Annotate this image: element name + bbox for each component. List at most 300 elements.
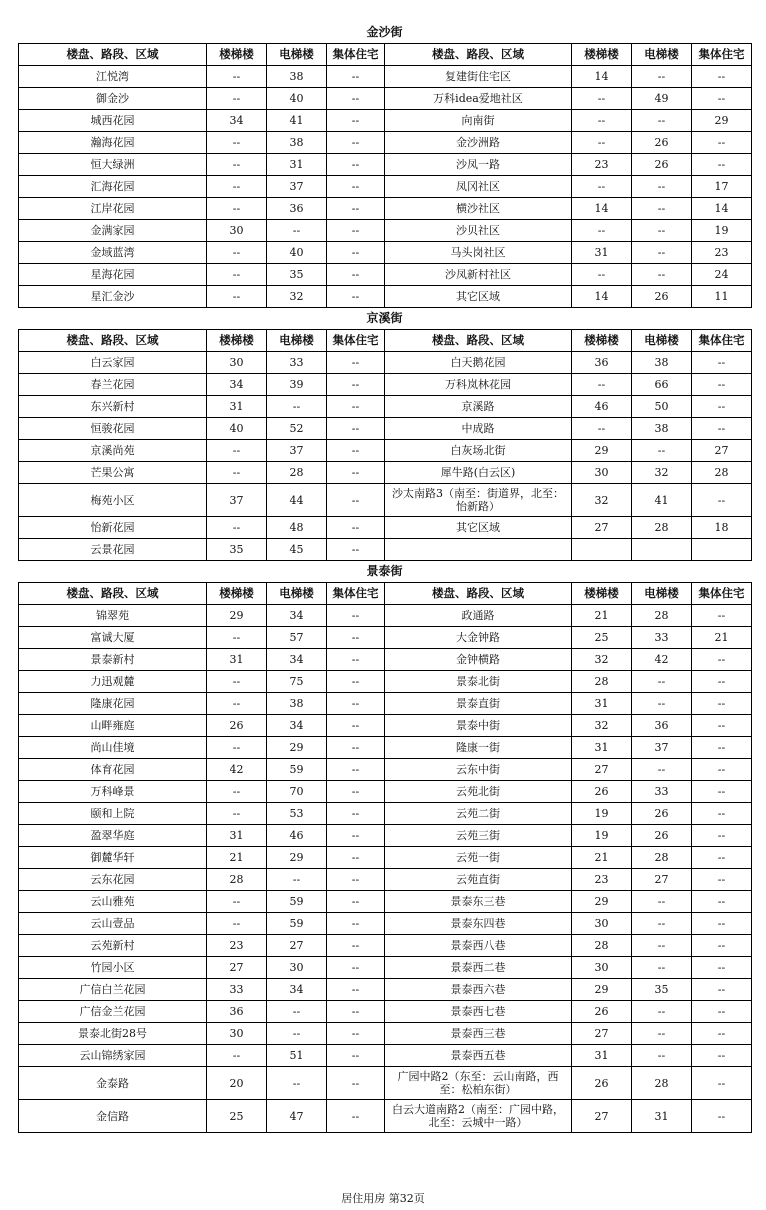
value-cell: 37 — [207, 484, 267, 517]
area-name-cell: 云苑三街 — [385, 825, 572, 847]
section-title: 金沙街 — [366, 25, 403, 39]
value-cell: 27 — [692, 440, 752, 462]
value-cell: -- — [207, 88, 267, 110]
value-cell: 30 — [572, 462, 632, 484]
table-row — [19, 242, 752, 264]
table-row — [19, 605, 752, 627]
value-cell: -- — [327, 418, 385, 440]
area-name-cell: 云山雅苑 — [19, 891, 207, 913]
value-cell: 49 — [632, 88, 692, 110]
value-cell: -- — [207, 803, 267, 825]
value-cell: 21 — [572, 847, 632, 869]
value-cell: 30 — [207, 352, 267, 374]
value-cell: 36 — [267, 198, 327, 220]
value-cell: 38 — [632, 352, 692, 374]
value-cell: -- — [692, 649, 752, 671]
value-cell: 37 — [632, 737, 692, 759]
table-row — [19, 627, 752, 649]
area-name-cell: 云苑北街 — [385, 781, 572, 803]
value-cell: -- — [207, 913, 267, 935]
table-row — [19, 979, 752, 1001]
value-cell: -- — [692, 396, 752, 418]
table-row — [19, 286, 752, 308]
value-cell: -- — [692, 374, 752, 396]
value-cell: 31 — [572, 693, 632, 715]
value-cell: -- — [632, 1045, 692, 1067]
area-name-cell: 万科idea爱地社区 — [385, 88, 572, 110]
value-cell: 41 — [632, 484, 692, 517]
value-cell: -- — [327, 110, 385, 132]
column-header: 电梯楼 — [267, 330, 327, 352]
value-cell: -- — [692, 1100, 752, 1133]
value-cell: 26 — [632, 132, 692, 154]
value-cell: 36 — [632, 715, 692, 737]
value-cell: -- — [327, 847, 385, 869]
value-cell: -- — [327, 671, 385, 693]
value-cell: -- — [327, 825, 385, 847]
value-cell: 36 — [207, 1001, 267, 1023]
value-cell: 26 — [207, 715, 267, 737]
area-name-cell: 金满家园 — [19, 220, 207, 242]
document-page — [18, 22, 751, 1133]
value-cell: 70 — [267, 781, 327, 803]
area-name-cell: 景泰西七巷 — [385, 1001, 572, 1023]
value-cell: -- — [207, 264, 267, 286]
value-cell: -- — [692, 693, 752, 715]
value-cell: 32 — [572, 715, 632, 737]
value-cell: -- — [327, 1100, 385, 1133]
area-name-cell: 景泰东四巷 — [385, 913, 572, 935]
value-cell: -- — [692, 979, 752, 1001]
value-cell: -- — [692, 825, 752, 847]
value-cell: 25 — [572, 627, 632, 649]
value-cell: -- — [327, 957, 385, 979]
value-cell: -- — [632, 1001, 692, 1023]
value-cell: -- — [207, 891, 267, 913]
value-cell: 30 — [572, 913, 632, 935]
value-cell: -- — [327, 715, 385, 737]
value-cell: -- — [207, 66, 267, 88]
table-row — [19, 891, 752, 913]
value-cell: -- — [632, 242, 692, 264]
area-name-cell: 犀牛路(白云区) — [385, 462, 572, 484]
value-cell: -- — [267, 1023, 327, 1045]
table-row — [19, 517, 752, 539]
table-row — [19, 935, 752, 957]
area-name-cell: 御金沙 — [19, 88, 207, 110]
value-cell: -- — [327, 176, 385, 198]
value-cell: -- — [327, 737, 385, 759]
value-cell: 33 — [207, 979, 267, 1001]
value-cell: 14 — [692, 198, 752, 220]
value-cell: -- — [327, 869, 385, 891]
column-header: 楼盘、路段、区域 — [385, 583, 572, 605]
value-cell: 19 — [572, 803, 632, 825]
area-name-cell: 锦翠苑 — [19, 605, 207, 627]
value-cell: -- — [632, 110, 692, 132]
value-cell: 17 — [692, 176, 752, 198]
area-name-cell: 春兰花园 — [19, 374, 207, 396]
value-cell: 41 — [267, 110, 327, 132]
value-cell: -- — [327, 539, 385, 561]
value-cell: -- — [692, 484, 752, 517]
column-header: 集体住宅 — [692, 583, 752, 605]
value-cell: -- — [267, 220, 327, 242]
table-row — [19, 176, 752, 198]
value-cell: 23 — [207, 935, 267, 957]
value-cell: 31 — [207, 396, 267, 418]
value-cell: -- — [207, 242, 267, 264]
area-name-cell: 复建街住宅区 — [385, 66, 572, 88]
table-row — [19, 847, 752, 869]
value-cell: -- — [327, 88, 385, 110]
value-cell: 42 — [632, 649, 692, 671]
table-header-row — [19, 44, 752, 66]
value-cell: -- — [327, 1045, 385, 1067]
table-row — [19, 913, 752, 935]
value-cell: 20 — [207, 1067, 267, 1100]
value-cell: -- — [692, 418, 752, 440]
area-name-cell: 恒大绿洲 — [19, 154, 207, 176]
area-name-cell: 御麓华轩 — [19, 847, 207, 869]
value-cell: 30 — [207, 220, 267, 242]
value-cell: 27 — [572, 517, 632, 539]
column-header: 楼盘、路段、区域 — [19, 583, 207, 605]
area-name-cell: 大金钟路 — [385, 627, 572, 649]
value-cell: -- — [327, 374, 385, 396]
area-name-cell: 体育花园 — [19, 759, 207, 781]
value-cell: -- — [692, 1067, 752, 1100]
value-cell: -- — [632, 440, 692, 462]
area-name-cell: 政通路 — [385, 605, 572, 627]
value-cell: 38 — [632, 418, 692, 440]
value-cell: 23 — [692, 242, 752, 264]
value-cell: 29 — [572, 979, 632, 1001]
area-name-cell: 云景花园 — [19, 539, 207, 561]
value-cell: -- — [692, 1001, 752, 1023]
area-name-cell: 云苑二街 — [385, 803, 572, 825]
area-name-cell: 白云家园 — [19, 352, 207, 374]
column-header: 楼梯楼 — [572, 330, 632, 352]
table-row — [19, 132, 752, 154]
value-cell: 19 — [572, 825, 632, 847]
value-cell: -- — [327, 913, 385, 935]
value-cell: 29 — [572, 440, 632, 462]
value-cell: -- — [572, 418, 632, 440]
value-cell: 26 — [572, 781, 632, 803]
value-cell: 51 — [267, 1045, 327, 1067]
value-cell: -- — [207, 781, 267, 803]
value-cell: -- — [692, 913, 752, 935]
area-name-cell: 竹园小区 — [19, 957, 207, 979]
column-header: 电梯楼 — [632, 583, 692, 605]
value-cell: 42 — [207, 759, 267, 781]
value-cell: 28 — [572, 935, 632, 957]
column-header: 楼梯楼 — [572, 44, 632, 66]
area-name-cell: 景泰中街 — [385, 715, 572, 737]
column-header: 楼梯楼 — [207, 330, 267, 352]
value-cell: 28 — [632, 605, 692, 627]
value-cell: -- — [692, 759, 752, 781]
page-footer: 居住用房 第32页 — [341, 1192, 425, 1205]
value-cell: -- — [327, 517, 385, 539]
value-cell: 47 — [267, 1100, 327, 1133]
area-name-cell: 其它区域 — [385, 517, 572, 539]
column-header: 集体住宅 — [692, 44, 752, 66]
area-name-cell: 盈翠华庭 — [19, 825, 207, 847]
value-cell: 38 — [267, 66, 327, 88]
table-row — [19, 539, 752, 561]
value-cell: -- — [692, 715, 752, 737]
value-cell: -- — [267, 1067, 327, 1100]
section-title: 景泰街 — [366, 564, 403, 578]
value-cell: 34 — [267, 649, 327, 671]
column-header: 电梯楼 — [267, 583, 327, 605]
value-cell: -- — [692, 869, 752, 891]
value-cell: 21 — [207, 847, 267, 869]
area-name-cell: 云山壹品 — [19, 913, 207, 935]
value-cell: 31 — [572, 737, 632, 759]
value-cell: -- — [632, 891, 692, 913]
value-cell: 29 — [267, 847, 327, 869]
table-row — [19, 1067, 752, 1100]
value-cell: -- — [632, 957, 692, 979]
value-cell: -- — [267, 1001, 327, 1023]
value-cell — [692, 539, 752, 561]
column-header: 楼盘、路段、区域 — [385, 330, 572, 352]
value-cell: 14 — [572, 66, 632, 88]
value-cell: -- — [327, 352, 385, 374]
value-cell: 66 — [632, 374, 692, 396]
area-name-cell: 云东中街 — [385, 759, 572, 781]
section-title: 京溪街 — [366, 311, 403, 325]
value-cell: 44 — [267, 484, 327, 517]
value-cell: -- — [327, 891, 385, 913]
table-row — [19, 649, 752, 671]
table-row — [19, 396, 752, 418]
value-cell: 27 — [207, 957, 267, 979]
value-cell: 53 — [267, 803, 327, 825]
area-name-cell: 广信白兰花园 — [19, 979, 207, 1001]
table-row — [19, 1023, 752, 1045]
value-cell: -- — [327, 979, 385, 1001]
area-name-cell: 金域蓝湾 — [19, 242, 207, 264]
district-table — [18, 43, 752, 308]
value-cell: 50 — [632, 396, 692, 418]
value-cell: 32 — [632, 462, 692, 484]
value-cell: -- — [692, 88, 752, 110]
area-name-cell: 景泰西八巷 — [385, 935, 572, 957]
value-cell: -- — [207, 627, 267, 649]
column-header: 电梯楼 — [632, 330, 692, 352]
column-header: 楼梯楼 — [572, 583, 632, 605]
area-name-cell: 金沙洲路 — [385, 132, 572, 154]
value-cell: -- — [327, 649, 385, 671]
value-cell: -- — [572, 264, 632, 286]
value-cell: 28 — [632, 847, 692, 869]
value-cell: -- — [327, 242, 385, 264]
column-header: 集体住宅 — [327, 330, 385, 352]
value-cell: 40 — [267, 88, 327, 110]
area-name-cell: 白云大道南路2（南至：广园中路，北至：云城中一路） — [385, 1100, 572, 1133]
area-name-cell: 万科岚林花园 — [385, 374, 572, 396]
area-name-cell: 京溪路 — [385, 396, 572, 418]
table-row — [19, 220, 752, 242]
value-cell: -- — [692, 605, 752, 627]
table-row — [19, 198, 752, 220]
area-name-cell: 金钟横路 — [385, 649, 572, 671]
value-cell: 34 — [267, 979, 327, 1001]
area-name-cell: 白天鹅花园 — [385, 352, 572, 374]
value-cell: 52 — [267, 418, 327, 440]
value-cell: -- — [327, 935, 385, 957]
value-cell: -- — [327, 803, 385, 825]
area-name-cell: 万科峰景 — [19, 781, 207, 803]
value-cell: 21 — [572, 605, 632, 627]
table-row — [19, 781, 752, 803]
column-header: 楼盘、路段、区域 — [385, 44, 572, 66]
area-name-cell: 隆康一街 — [385, 737, 572, 759]
area-name-cell: 云山锦绣家园 — [19, 1045, 207, 1067]
value-cell: 34 — [207, 110, 267, 132]
value-cell: 37 — [267, 440, 327, 462]
area-name-cell: 沙凤一路 — [385, 154, 572, 176]
table-row — [19, 88, 752, 110]
value-cell: 59 — [267, 913, 327, 935]
value-cell: 32 — [572, 649, 632, 671]
value-cell: -- — [207, 517, 267, 539]
table-row — [19, 759, 752, 781]
area-name-cell: 沙太南路3（南至：街道界，北至：怡新路） — [385, 484, 572, 517]
value-cell: -- — [327, 264, 385, 286]
table-row — [19, 484, 752, 517]
area-name-cell: 江悦湾 — [19, 66, 207, 88]
value-cell: -- — [327, 132, 385, 154]
value-cell: -- — [327, 396, 385, 418]
area-name-cell: 东兴新村 — [19, 396, 207, 418]
value-cell: -- — [572, 110, 632, 132]
value-cell: 27 — [572, 759, 632, 781]
value-cell: 30 — [267, 957, 327, 979]
value-cell: -- — [632, 935, 692, 957]
value-cell: -- — [327, 759, 385, 781]
value-cell: -- — [572, 88, 632, 110]
area-name-cell: 其它区域 — [385, 286, 572, 308]
table-row — [19, 671, 752, 693]
area-name-cell: 瀚海花园 — [19, 132, 207, 154]
value-cell: 32 — [572, 484, 632, 517]
value-cell: -- — [327, 220, 385, 242]
column-header: 楼盘、路段、区域 — [19, 330, 207, 352]
value-cell: -- — [632, 66, 692, 88]
value-cell: -- — [632, 220, 692, 242]
table-row — [19, 418, 752, 440]
value-cell: -- — [692, 737, 752, 759]
column-header: 电梯楼 — [632, 44, 692, 66]
value-cell: 11 — [692, 286, 752, 308]
value-cell: 46 — [572, 396, 632, 418]
value-cell: 29 — [572, 891, 632, 913]
area-name-cell: 芒果公寓 — [19, 462, 207, 484]
value-cell: 59 — [267, 891, 327, 913]
value-cell: -- — [327, 693, 385, 715]
value-cell: -- — [572, 132, 632, 154]
value-cell: 39 — [267, 374, 327, 396]
area-name-cell: 尚山佳境 — [19, 737, 207, 759]
table-row — [19, 154, 752, 176]
value-cell: 31 — [632, 1100, 692, 1133]
value-cell: -- — [207, 462, 267, 484]
value-cell — [632, 539, 692, 561]
table-row — [19, 869, 752, 891]
value-cell: -- — [692, 132, 752, 154]
column-header: 集体住宅 — [327, 44, 385, 66]
area-name-cell: 力迅观麓 — [19, 671, 207, 693]
table-row — [19, 1001, 752, 1023]
area-name-cell: 城西花园 — [19, 110, 207, 132]
table-row — [19, 264, 752, 286]
area-name-cell: 景泰西五巷 — [385, 1045, 572, 1067]
value-cell: -- — [692, 352, 752, 374]
value-cell: 26 — [632, 803, 692, 825]
table-row — [19, 440, 752, 462]
area-name-cell: 金信路 — [19, 1100, 207, 1133]
area-name-cell: 景泰西六巷 — [385, 979, 572, 1001]
value-cell: 26 — [572, 1001, 632, 1023]
value-cell: -- — [327, 462, 385, 484]
value-cell: -- — [327, 1067, 385, 1100]
value-cell: 28 — [267, 462, 327, 484]
table-row — [19, 352, 752, 374]
value-cell — [572, 539, 632, 561]
area-name-cell: 金泰路 — [19, 1067, 207, 1100]
value-cell: -- — [207, 176, 267, 198]
value-cell: 29 — [692, 110, 752, 132]
value-cell: 30 — [572, 957, 632, 979]
value-cell: 38 — [267, 693, 327, 715]
value-cell: 57 — [267, 627, 327, 649]
value-cell: -- — [692, 781, 752, 803]
area-name-cell: 隆康花园 — [19, 693, 207, 715]
area-name-cell: 沙贝社区 — [385, 220, 572, 242]
table-row — [19, 737, 752, 759]
value-cell: -- — [572, 176, 632, 198]
area-name-cell: 景泰北街28号 — [19, 1023, 207, 1045]
area-name-cell: 云苑直街 — [385, 869, 572, 891]
value-cell: 29 — [267, 737, 327, 759]
column-header: 楼梯楼 — [207, 583, 267, 605]
area-name-cell: 云东花园 — [19, 869, 207, 891]
value-cell: 33 — [632, 627, 692, 649]
value-cell: -- — [692, 935, 752, 957]
value-cell: -- — [632, 198, 692, 220]
value-cell: 37 — [267, 176, 327, 198]
value-cell: 27 — [572, 1023, 632, 1045]
column-header: 电梯楼 — [267, 44, 327, 66]
value-cell: -- — [632, 693, 692, 715]
value-cell: 14 — [572, 286, 632, 308]
value-cell: 33 — [632, 781, 692, 803]
value-cell: 28 — [572, 671, 632, 693]
value-cell: 59 — [267, 759, 327, 781]
area-name-cell: 星汇金沙 — [19, 286, 207, 308]
value-cell: -- — [327, 198, 385, 220]
area-name-cell: 汇海花园 — [19, 176, 207, 198]
value-cell: -- — [692, 671, 752, 693]
area-name-cell: 怡新花园 — [19, 517, 207, 539]
value-cell: 28 — [207, 869, 267, 891]
area-name-cell: 江岸花园 — [19, 198, 207, 220]
